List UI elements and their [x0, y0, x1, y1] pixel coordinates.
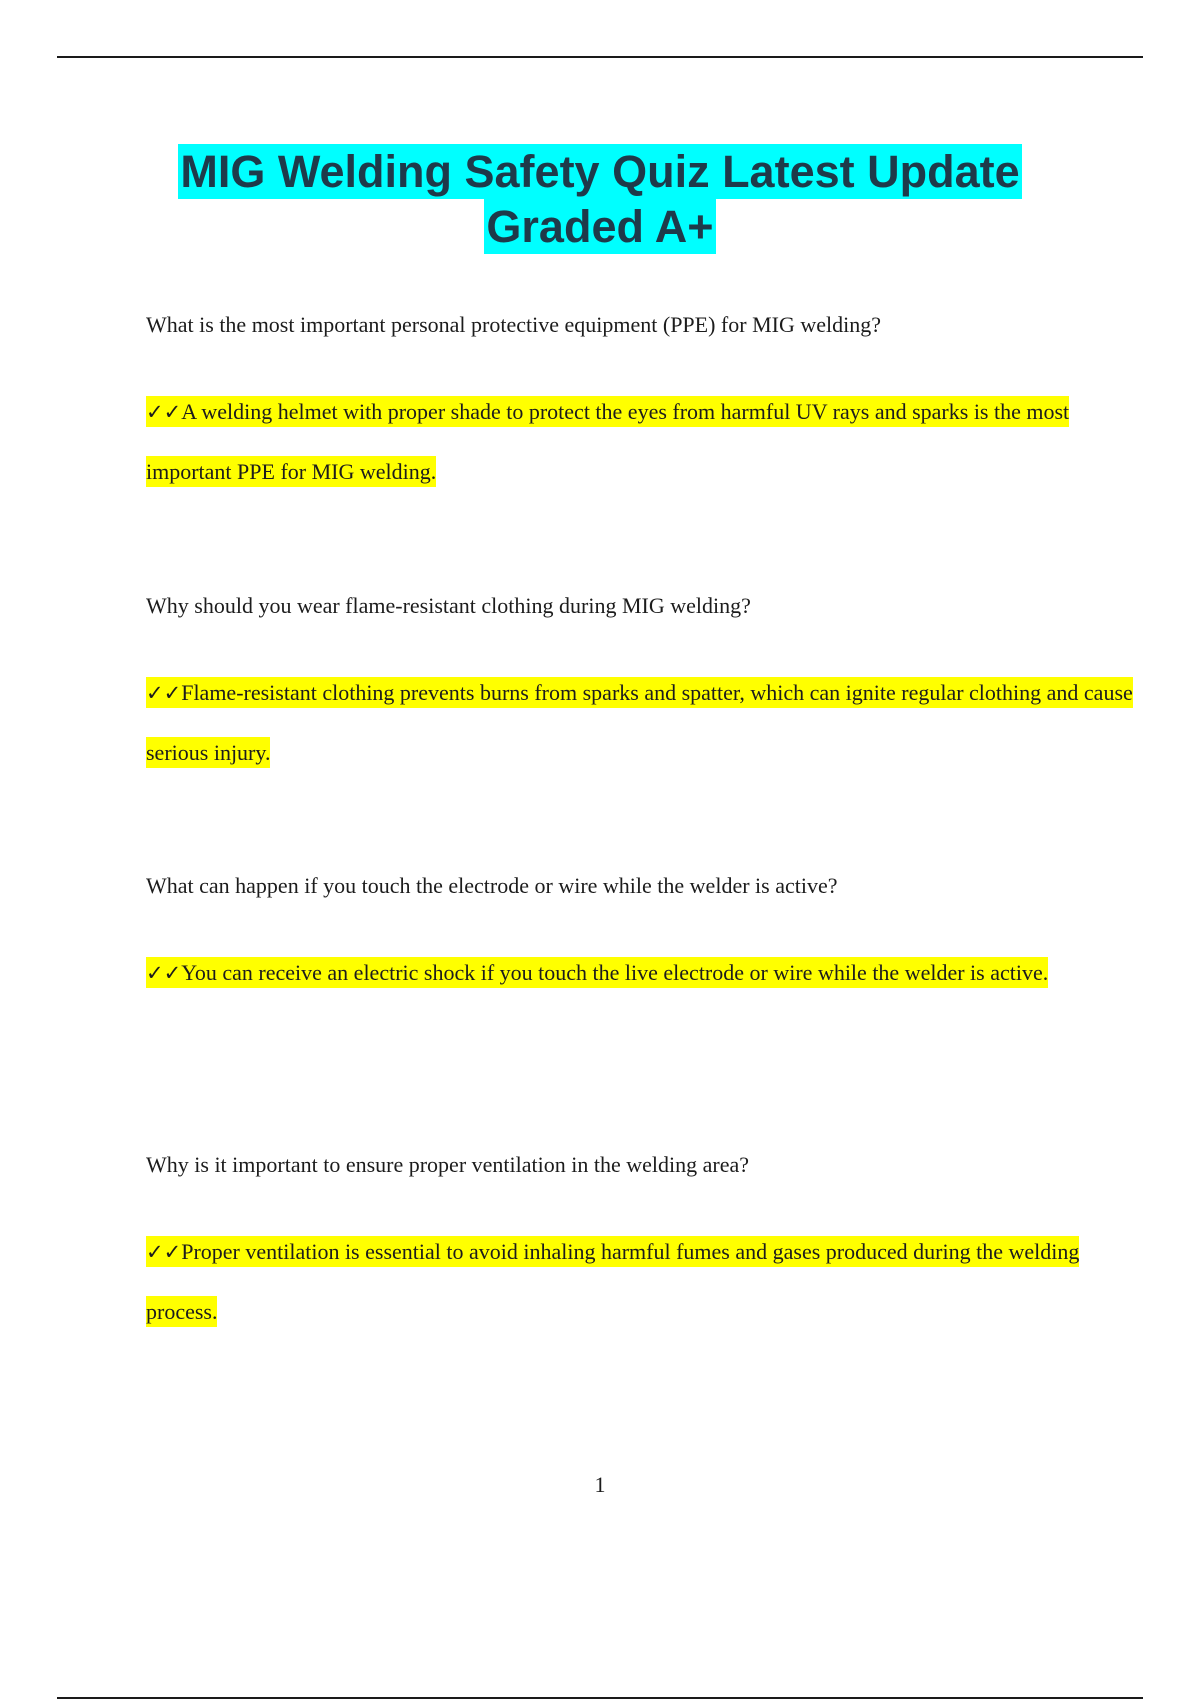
answer-highlight: [146, 396, 1069, 487]
qa-item: [146, 310, 1146, 502]
answer-text: A welding helmet with proper shade to protect the eyes from harmful UV rays and sparks is the most important PPE for MIG welding.: [146, 399, 1070, 484]
answer-highlight: [146, 957, 1048, 988]
bottom-rule: [57, 1697, 1143, 1699]
answer-block: [146, 1222, 1146, 1342]
answer-text: You can receive an electric shock if you touch the live electrode or wire while the welder is active.: [181, 960, 1049, 985]
qa-item: [146, 1150, 1146, 1342]
page-title: [0, 144, 1200, 254]
question-text: What can happen if you touch the electrode or wire while the welder is active?: [146, 873, 838, 898]
check-mark-icon: ✓✓: [146, 400, 182, 424]
title-line-1: MIG Welding Safety Quiz Latest Update: [180, 146, 1020, 197]
title-line-2: Graded A+: [486, 201, 714, 252]
qa-item: [146, 871, 1146, 1003]
top-rule: [57, 56, 1143, 58]
check-mark-icon: ✓✓: [146, 1240, 182, 1264]
check-mark-icon: ✓✓: [146, 681, 182, 705]
answer-block: [146, 663, 1146, 783]
answer-highlight: [146, 677, 1133, 768]
qa-item: [146, 591, 1146, 783]
question-text: Why is it important to ensure proper ventilation in the welding area?: [146, 1152, 749, 1177]
answer-highlight: [146, 1236, 1079, 1327]
check-mark-icon: ✓✓: [146, 961, 182, 985]
question-text: Why should you wear flame-resistant clothing during MIG welding?: [146, 593, 751, 618]
answer-block: [146, 943, 1146, 1003]
answer-text: Proper ventilation is essential to avoid inhaling harmful fumes and gases produced during the welding process.: [146, 1239, 1080, 1324]
page-number: 1: [594, 1472, 606, 1497]
answer-block: [146, 382, 1146, 502]
question-text: What is the most important personal protective equipment (PPE) for MIG welding?: [146, 312, 882, 337]
answer-text: Flame-resistant clothing prevents burns from sparks and spatter, which can ignite regular clothing and cause serious injury.: [146, 680, 1133, 765]
